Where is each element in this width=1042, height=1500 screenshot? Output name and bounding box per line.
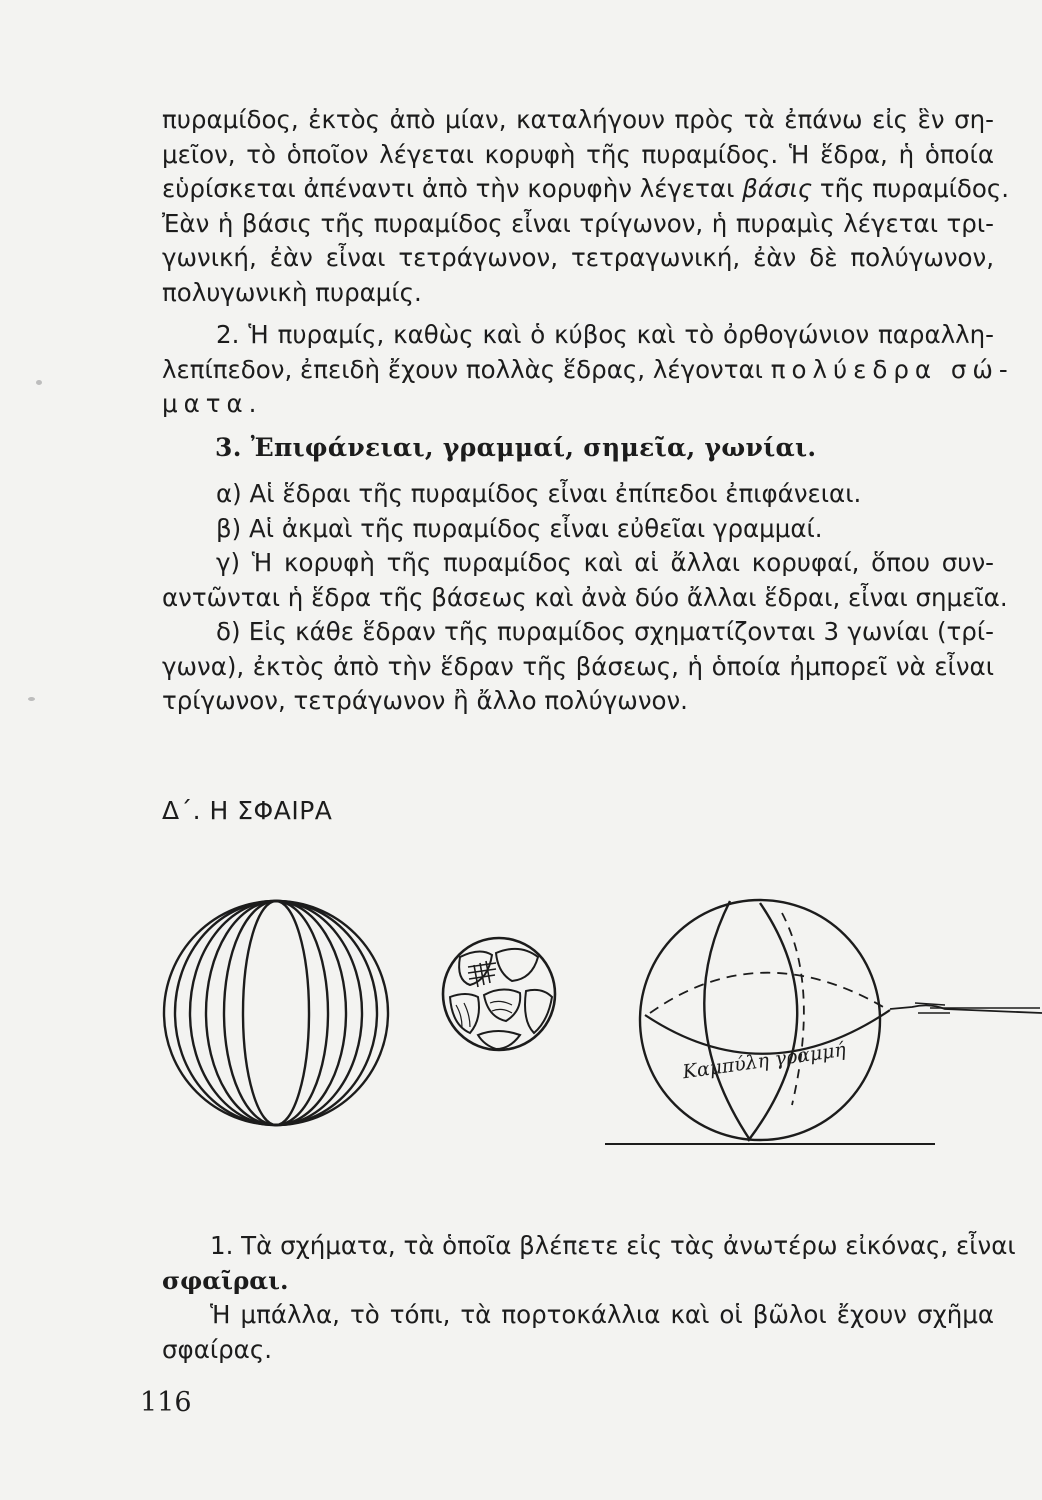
text-line: Ἡ μπάλλα, τὸ τόπι, τὰ πορτοκάλλια καὶ οἱ βῶλοι ἔχουν σχῆμα <box>210 1300 994 1329</box>
page-number: 116 <box>140 1387 192 1418</box>
section-heading: 3. Ἐπιφάνειαι, γραμμαί, σημεῖα, γωνίαι. <box>215 433 817 462</box>
meridian-line <box>206 901 346 1125</box>
italic-term: βάσις <box>742 174 813 203</box>
list-item-continuation: τρίγωνον, τετράγωνον ἢ ἄλλο πολύγωνον. <box>162 686 688 715</box>
ball-lacing <box>468 963 496 979</box>
list-item-continuation: αντῶνται ἡ ἕδρα τῆς βάσεως καὶ ἀνὰ δύο ἄλλαι ἕδραι, εἶναι σημεῖα. <box>162 582 1008 612</box>
globe-figure <box>600 895 1042 1155</box>
text-line: 2. Ἡ πυραμίς, καθὼς καὶ ὁ κύβος καὶ τὸ ὀρθογώνιον παραλλη- <box>216 320 994 349</box>
list-item: γ) Ἡ κορυφὴ τῆς πυραμίδος καὶ αἱ ἄλλαι κορυφαί, ὅπου συν- <box>216 548 994 577</box>
ink-speck <box>28 697 35 701</box>
sphere-outline <box>164 901 388 1125</box>
ball-figure <box>440 935 558 1053</box>
text-line <box>162 353 1014 388</box>
text-line: γωνική, ἐὰν εἶναι τετράγωνον, τετραγωνική, ἐὰν δὲ πολύγωνον, <box>162 243 994 272</box>
list-item: δ) Εἰς κάθε ἕδραν τῆς πυραμίδος σχηματίζονται 3 γωνίαι (τρί- <box>216 617 994 646</box>
text-line: Ἐὰν ἡ βάσις τῆς πυραμίδος εἶναι τρίγωνον, ἡ πυραμὶς λέγεται τρι- <box>162 208 994 238</box>
sphere-paragraph <box>162 1229 1016 1367</box>
text-line: σφαίρας. <box>162 1334 272 1364</box>
text-line: μεῖον, τὸ ὁποῖον λέγεται κορυφὴ τῆς πυραμίδος. Ἡ ἕδρα, ἡ ὁποία <box>162 139 994 169</box>
polyhedra-paragraph <box>162 318 1014 422</box>
bold-term: σφαῖραι. <box>162 1265 289 1295</box>
ball-panel <box>496 949 538 981</box>
meridian-line <box>190 901 362 1125</box>
ink-speck <box>36 380 42 385</box>
pointer-line <box>890 1005 1042 1013</box>
ball-panel <box>525 990 552 1033</box>
meridian-line <box>704 901 750 1140</box>
text-fragment: λεπίπεδον, ἐπειδὴ ἔχουν πολλὰς ἕδρας, λέγονται <box>162 354 771 384</box>
meridian-line <box>748 903 797 1141</box>
spaced-term: πολύεδρα σώ- <box>770 354 1014 384</box>
globe-outline <box>640 900 880 1140</box>
panel-shading <box>490 1001 512 1013</box>
surfaces-list <box>162 477 1008 719</box>
section-title: Δ΄. Η ΣΦΑΙΡΑ <box>162 796 333 825</box>
meridian-line <box>224 901 328 1125</box>
list-item-continuation: γωνα), ἐκτὸς ἀπὸ τὴν ἕδραν τῆς βάσεως, ἡ ὁποία ἠμπορεῖ νὰ εἶναι <box>162 651 994 681</box>
meridian-line <box>243 901 309 1125</box>
text-line: 1. Τὰ σχήματα, τὰ ὁποῖα βλέπετε εἰς τὰς ἀνωτέρω εἰκόνας, εἶναι <box>210 1231 1016 1260</box>
spaced-term: ματα. <box>162 389 263 418</box>
text-line <box>162 172 1010 207</box>
text-fragment: τῆς πυραμίδος. <box>812 174 1010 203</box>
text-fragment: εὑρίσκεται ἀπέναντι ἀπὸ τὴν κορυφὴν λέγεται <box>162 174 743 203</box>
meridian-sphere-figure <box>158 895 394 1131</box>
text-line: πυραμίδος, ἐκτὸς ἀπὸ μίαν, καταλήγουν πρὸς τὰ ἐπάνω εἰς ἓν ση- <box>162 105 994 134</box>
curved-line <box>645 1010 890 1054</box>
list-item: β) Αἱ ἀκμαὶ τῆς πυραμίδος εἶναι εὐθεῖαι γραμμαί. <box>216 513 823 543</box>
list-item: α) Αἱ ἕδραι τῆς πυραμίδος εἶναι ἐπίπεδοι ἐπιφάνειαι. <box>216 479 862 508</box>
pyramid-paragraph <box>162 103 1010 310</box>
ball-panel <box>478 1031 520 1049</box>
curve-label: Καμπύλη γραμμή <box>681 1038 848 1084</box>
ball-panel <box>484 989 520 1021</box>
hidden-curve <box>650 973 885 1013</box>
text-line: πολυγωνικὴ πυραμίς. <box>162 277 422 307</box>
